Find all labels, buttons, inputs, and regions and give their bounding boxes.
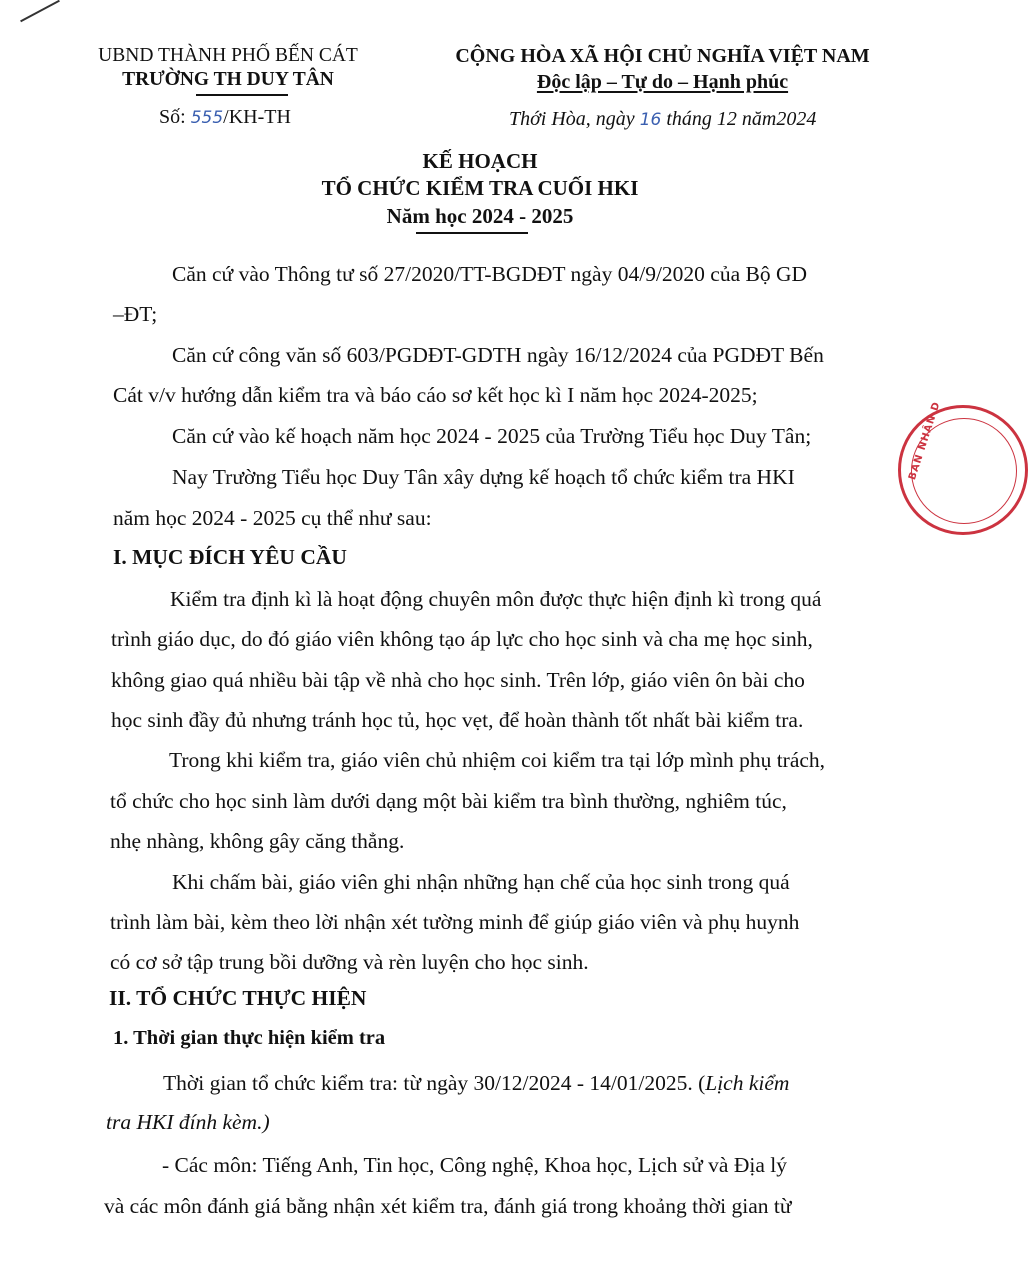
para-purpose-2: Trong khi kiểm tra, giáo viên chủ nhiệm coi kiểm tra tại lớp mình phụ trách, [169, 748, 826, 772]
para-subjects: - Các môn: Tiếng Anh, Tin học, Công nghệ, Khoa học, Lịch sử và Địa lý [162, 1153, 787, 1177]
title-underline [416, 232, 528, 234]
national-motto [425, 70, 900, 94]
date-day-handwritten: 16 [639, 110, 662, 130]
document-date [509, 108, 816, 131]
document-number [159, 106, 291, 129]
para-purpose-1: Kiểm tra định kì là hoạt động chuyên môn được thực hiện định kì trong quá [170, 587, 822, 611]
para-intro-cont: năm học 2024 - 2025 cụ thể như sau: [113, 506, 432, 530]
official-seal-stamp [898, 400, 1028, 535]
para-time-text: Thời gian tổ chức kiểm tra: từ ngày 30/12/2024 - 14/01/2025. ( [163, 1071, 706, 1095]
issuer-school-name: TRƯỜNG TH DUY TÂN [122, 69, 334, 90]
para-basis-1-cont: –ĐT; [113, 302, 158, 326]
national-motto-text: Độc lập – Tự do – Hạnh phúc [536, 71, 789, 93]
para-intro: Nay Trường Tiểu học Duy Tân xây dựng kế hoạch tổ chức kiểm tra HKI [172, 465, 795, 489]
doc-title-line1: KẾ HOẠCH [422, 149, 538, 173]
section-heading-purpose: I. MỤC ĐÍCH YÊU CẦU [113, 545, 347, 569]
document-number-suffix: /KH-TH [223, 106, 291, 128]
para-purpose-2-l2: tổ chức cho học sinh làm dưới dạng một bài kiểm tra bình thường, nghiêm túc, [110, 789, 787, 813]
doc-title-line2: TỔ CHỨC KIỂM TRA CUỐI HKI [321, 176, 639, 200]
issuer-underline [196, 94, 288, 96]
para-purpose-1-l3: không giao quá nhiều bài tập về nhà cho học sinh. Trên lớp, giáo viên ôn bài cho [111, 668, 805, 692]
para-purpose-3: Khi chấm bài, giáo viên ghi nhận những hạn chế của học sinh trong quá [172, 870, 790, 894]
para-purpose-3-l3: có cơ sở tập trung bồi dưỡng và rèn luyện cho học sinh. [110, 950, 589, 974]
doc-title-line3: Năm học 2024 - 2025 [386, 204, 574, 228]
para-purpose-1-l4: học sinh đầy đủ nhưng tránh học tủ, học vẹt, để hoàn thành tốt nhất bài kiểm tra. [111, 708, 804, 732]
para-basis-2: Căn cứ công văn số 603/PGDĐT-GDTH ngày 16/12/2024 của PGDĐT Bến [172, 343, 824, 367]
para-purpose-1-l2: trình giáo dục, do đó giáo viên không tạo áp lực cho học sinh và cha mẹ học sinh, [111, 627, 813, 651]
para-basis-2-cont: Cát v/v hướng dẫn kiểm tra và báo cáo sơ kết học kì I năm học 2024-2025; [113, 383, 758, 407]
para-purpose-2-l3: nhẹ nhàng, không gây căng thẳng. [110, 829, 405, 853]
para-purpose-3-l2: trình làm bài, kèm theo lời nhận xét tường minh để giúp giáo viên và phụ huynh [110, 910, 800, 934]
section-heading-implementation: II. TỔ CHỨC THỰC HIỆN [109, 986, 367, 1010]
subsection-heading-time: 1. Thời gian thực hiện kiểm tra [113, 1027, 386, 1049]
national-title: CỘNG HÒA XÃ HỘI CHỦ NGHĨA VIỆT NAM [455, 45, 870, 67]
issuer-authority: UBND THÀNH PHỐ BẾN CÁT [98, 45, 358, 66]
para-time [163, 1071, 789, 1096]
date-suffix: tháng 12 năm2024 [661, 108, 817, 130]
date-prefix: Thới Hòa, ngày [509, 108, 640, 130]
para-basis-1: Căn cứ vào Thông tư số 27/2020/TT-BGDĐT ngày 04/9/2020 của Bộ GD [172, 262, 808, 286]
seal-text: BAN NHÂN D [907, 400, 943, 482]
para-time-cont: tra HKI đính kèm.) [106, 1110, 270, 1134]
document-number-prefix: Số: [159, 106, 191, 128]
document-number-handwritten: 555 [190, 108, 224, 128]
issuer-school [80, 68, 376, 92]
para-subjects-cont: và các môn đánh giá bằng nhận xét kiểm tra, đánh giá trong khoảng thời gian từ [104, 1194, 792, 1218]
para-basis-3: Căn cứ vào kế hoạch năm học 2024 - 2025 của Trường Tiểu học Duy Tân; [172, 424, 812, 448]
pen-stroke-mark [20, 0, 60, 22]
para-time-italic: Lịch kiểm [705, 1071, 790, 1095]
